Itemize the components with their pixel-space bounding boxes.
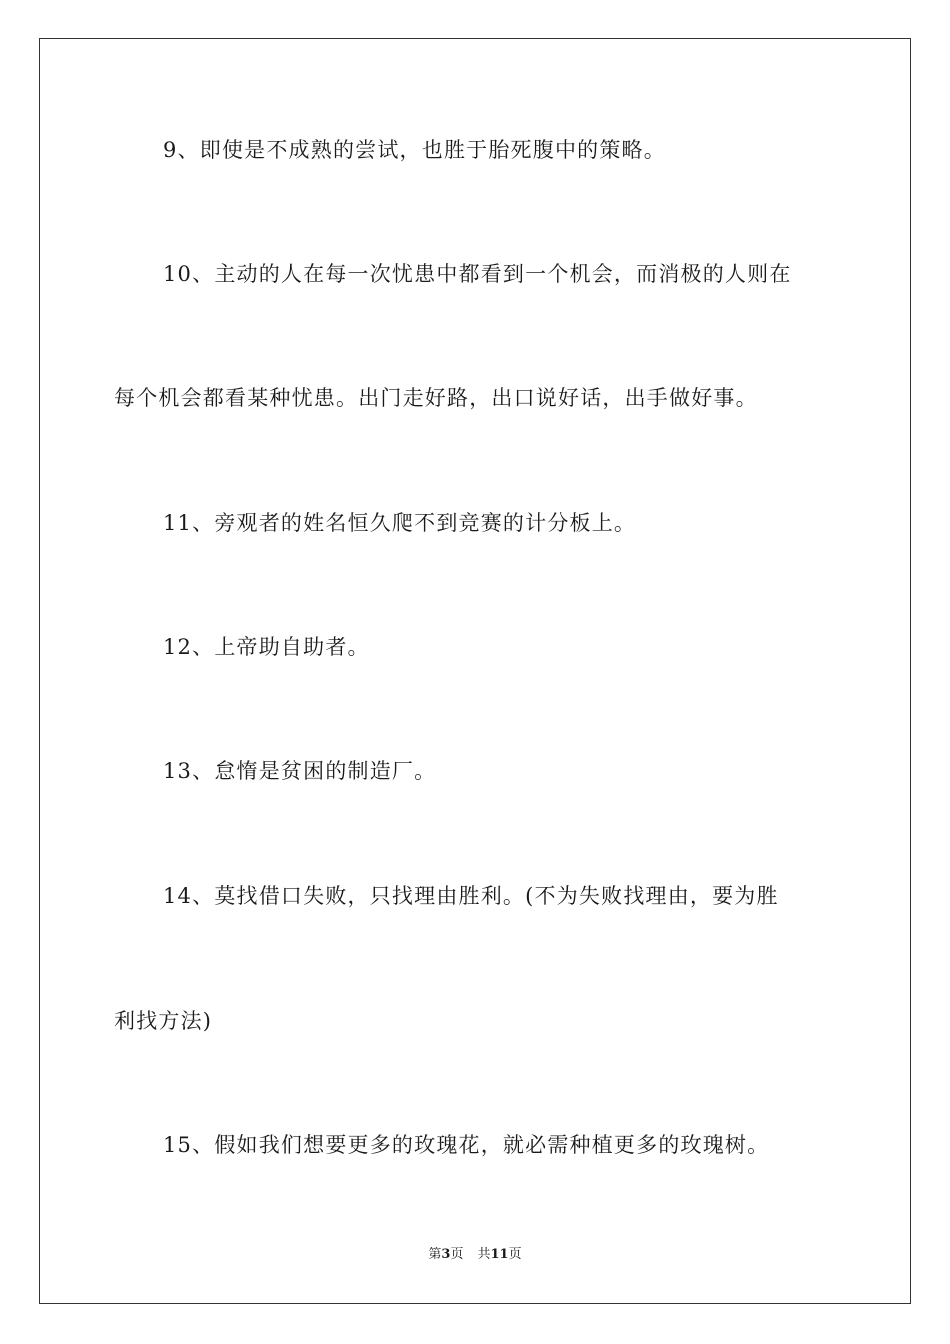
page-frame [39,38,911,1304]
text-line-item-10: 10、主动的人在每一次忧患中都看到一个机会，而消极的人则在 [163,262,792,286]
text-line-item-13: 13、怠惰是贫困的制造厂。 [163,759,437,783]
text-line-item-12: 12、上帝助自助者。 [163,635,370,659]
footer-page-prefix: 第 [428,1247,442,1262]
footer-total-prefix: 共 [477,1247,491,1262]
text-line-item-14-cont: 利找方法) [114,1009,213,1033]
footer-total-pages: 11 [490,1247,509,1262]
text-line-item-9: 9、即使是不成熟的尝试，也胜于胎死腹中的策略。 [163,138,666,162]
text-line-item-14: 14、莫找借口失败，只找理由胜利。(不为失败找理由，要为胜 [163,884,779,908]
text-line-item-10-cont: 每个机会都看某种忧患。出门走好路，出口说好话，出手做好事。 [114,386,758,410]
footer-page-number: 3 [441,1247,451,1262]
page-footer [0,1246,950,1264]
footer-total-suffix: 页 [508,1247,522,1262]
text-line-item-11: 11、旁观者的姓名恒久爬不到竞赛的计分板上。 [163,511,637,535]
footer-page-suffix: 页 [450,1247,464,1262]
text-line-item-15: 15、假如我们想要更多的玫瑰花，就必需种植更多的玫瑰树。 [163,1133,770,1157]
